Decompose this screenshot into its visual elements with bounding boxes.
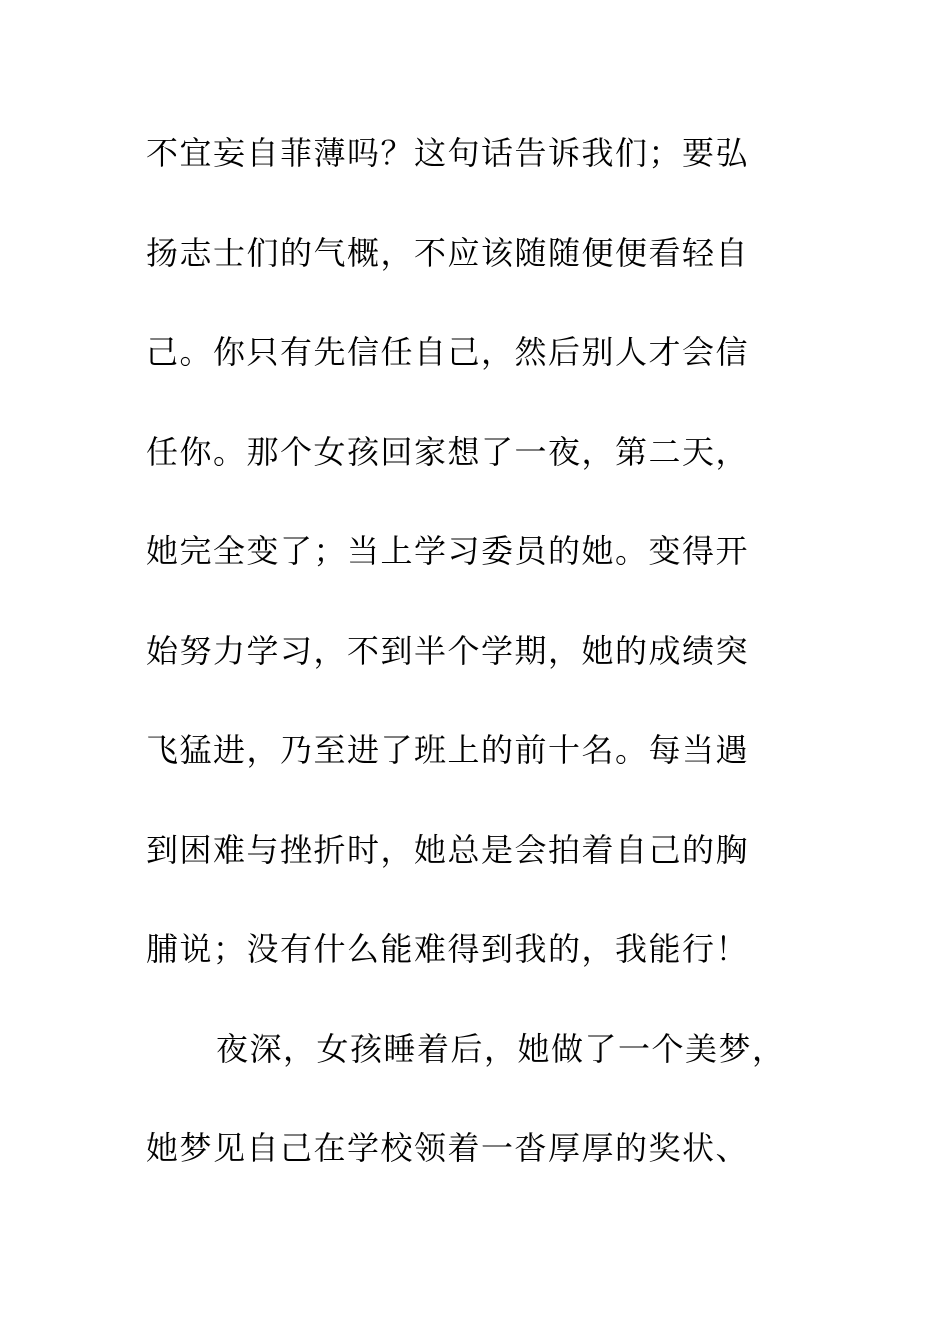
text-line: 扬志士们的气概，不应该随随便便看轻自 xyxy=(146,233,750,272)
text-line: 任你。那个女孩回家想了一夜，第二天， xyxy=(146,432,750,471)
text-line: 己。你只有先信任自己，然后别人才会信 xyxy=(146,333,750,371)
text-line: 到困难与挫折时，她总是会拍着自己的胸 xyxy=(146,830,750,869)
text-line: 始努力学习，不到半个学期，她的成绩突 xyxy=(146,631,750,670)
text-line: 她完全变了；当上学习委员的她。变得开 xyxy=(146,532,750,570)
text-line: 飞猛进，乃至进了班上的前十名。每当遇 xyxy=(146,731,750,769)
body-text xyxy=(146,127,816,1222)
text-line: 脯说；没有什么能难得到我的，我能行！ xyxy=(146,930,750,968)
text-line: 她梦见自己在学校领着一沓厚厚的奖状、 xyxy=(146,1129,750,1167)
text-line: 不宜妄自菲薄吗？这句话告诉我们；要弘 xyxy=(146,134,750,172)
paragraph-start-line: 夜深，女孩睡着后，她做了一个美梦， xyxy=(216,1029,786,1068)
